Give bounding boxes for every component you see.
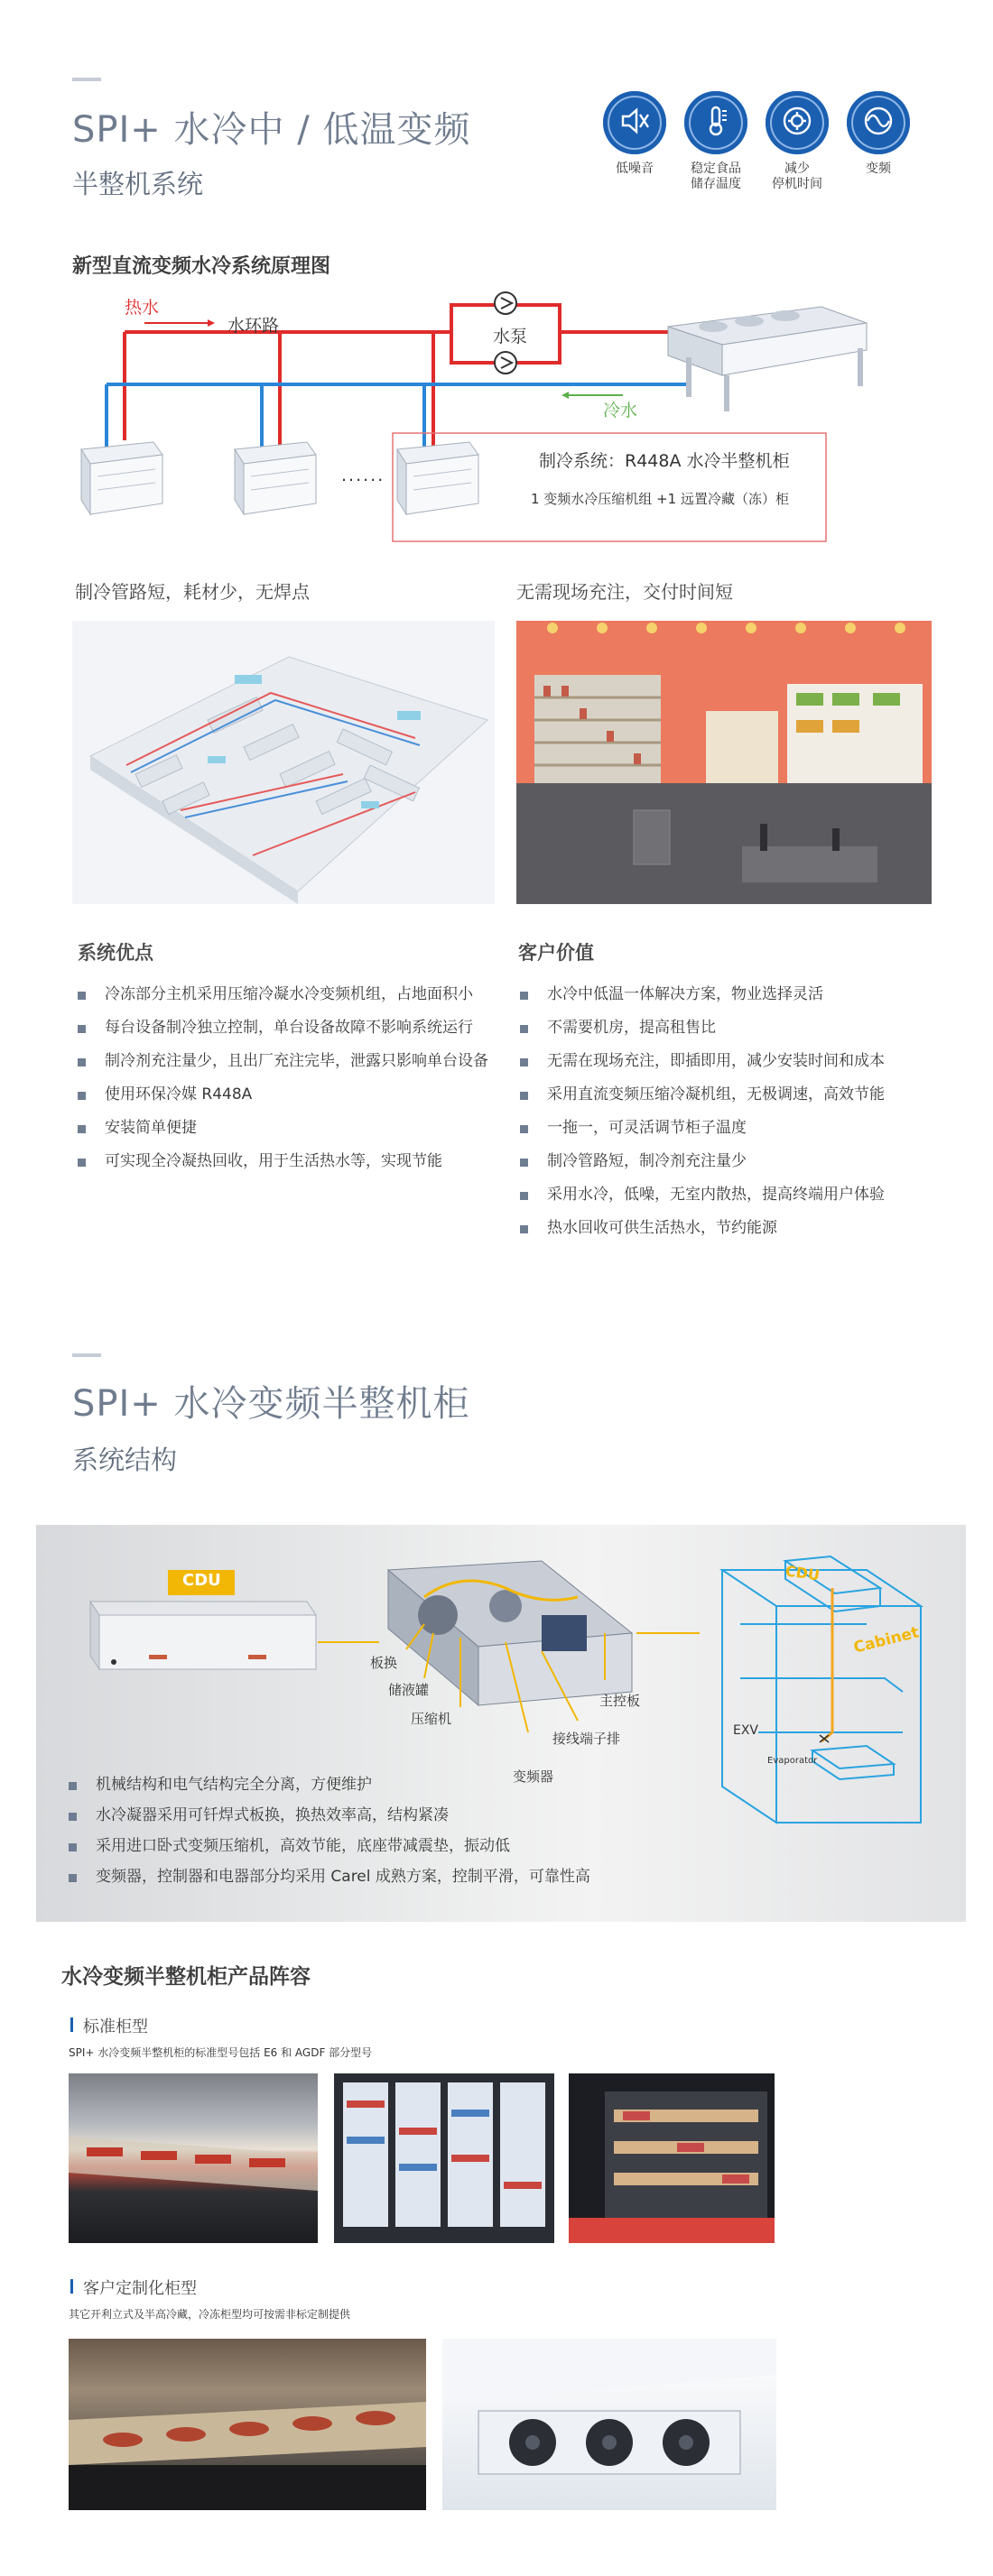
cabinet-label: Cabinet <box>851 1623 922 1657</box>
structure-bullets <box>67 1774 699 1897</box>
cdu-unit <box>90 1602 316 1669</box>
store-illustration-image <box>516 621 932 904</box>
list-item: 冷冻部分主机采用压缩冷凝水冷变频机组，占地面积小 <box>76 983 491 1006</box>
terminal-label: 接线端子排 <box>552 1731 621 1747</box>
accent-bar <box>70 2017 73 2032</box>
water-loop-label: 水环路 <box>227 316 280 336</box>
cdu-label-left: CDU <box>182 1571 221 1590</box>
cdu-label-right: CDU <box>784 1562 821 1584</box>
feature-label: 低噪音 <box>616 162 654 176</box>
inverter-label: 变频器 <box>513 1768 554 1785</box>
list-item: 变频器，控制器和电器部分均采用 Carel 成熟方案，控制平滑，可靠性高 <box>67 1866 699 1888</box>
product-photo-glass-door <box>334 2073 554 2243</box>
store-3d-render-image <box>72 621 495 904</box>
section2-subtitle: 系统结构 <box>72 1445 178 1475</box>
ellipsis-label: ...... <box>341 466 385 485</box>
accent-bar <box>70 2279 73 2294</box>
title-dash <box>72 1353 101 1357</box>
inverter-icon <box>861 104 896 142</box>
list-item: 采用水冷，低噪，无室内散热，提高终端用户体验 <box>518 1184 942 1206</box>
value-title: 客户价值 <box>518 942 594 964</box>
cabinet-2 <box>235 442 316 514</box>
custom-desc: 其它开利立式及半高冷藏，冷冻柜型均可按需非标定制提供 <box>69 2308 351 2321</box>
advantages-title-placed: 系统优点 <box>78 942 153 964</box>
list-item: 一拖一，可灵活调节柜子温度 <box>518 1117 942 1140</box>
feature-stable-temp <box>671 91 761 192</box>
list-item: 不需要机房，提高租售比 <box>518 1017 942 1039</box>
cabinet-1 <box>81 442 162 514</box>
cabinet-3 <box>397 442 478 514</box>
title-dash <box>72 78 101 81</box>
thermometer-icon <box>699 104 733 142</box>
list-item: 使用环保冷媒 R448A <box>76 1084 491 1106</box>
section2-title: SPI+ 水冷变频半整机柜 <box>72 1383 470 1425</box>
system-line1: 制冷系统：R448A 水冷半整机柜 <box>539 451 790 471</box>
section1-subtitle: 半整机系统 <box>72 169 204 199</box>
section3-title: 水冷变频半整机柜产品阵容 <box>61 1965 311 1989</box>
cold-water-label: 冷水 <box>603 401 638 420</box>
reduce-downtime-icon <box>780 104 814 142</box>
values-list <box>518 983 942 1251</box>
section1-title: SPI+ 水冷中 / 低温变频 <box>72 109 471 151</box>
custom-photo-deli-counter <box>69 2339 426 2510</box>
open-cdu-unit <box>388 1561 632 1732</box>
diagram-title: 新型直流变频水冷系统原理图 <box>72 255 331 278</box>
hot-water-label: 热水 <box>125 298 160 318</box>
standard-desc: SPI+ 水冷变频半整机柜的标准型号包括 E6 和 AGDF 部分型号 <box>69 2046 373 2059</box>
advantages-list <box>76 983 491 1184</box>
list-item: 无需在现场充注，即插即用，减少安装时间和成本 <box>518 1050 942 1073</box>
list-item: 制冷管路短，制冷剂充注量少 <box>518 1150 942 1173</box>
product-photo-multideck <box>569 2073 775 2243</box>
custom-photo-evaporator-units <box>442 2339 776 2510</box>
product-photo-open-counter <box>69 2073 318 2243</box>
feature-label: 变频 <box>866 162 891 176</box>
right-image-caption: 无需现场充注，交付时间短 <box>516 581 733 603</box>
left-image-caption: 制冷管路短，耗材少，无焊点 <box>75 581 310 603</box>
system-line2: 1 变频水冷压缩机组 +1 远置冷藏（冻）柜 <box>531 491 789 507</box>
feature-inverter <box>833 91 923 177</box>
plate-hx-label: 板换 <box>370 1655 398 1671</box>
exv-label: EXV <box>733 1723 759 1738</box>
main-board-label: 主控板 <box>599 1693 641 1709</box>
feature-label: 稳定食品 储存温度 <box>691 162 741 191</box>
feature-label: 减少 停机时间 <box>772 162 822 191</box>
custom-title: 客户定制化柜型 <box>83 2279 197 2298</box>
list-item: 热水回收可供生活热水，节约能源 <box>518 1217 942 1240</box>
standard-title: 标准柜型 <box>83 2017 148 2036</box>
list-item: 水冷中低温一体解决方案，物业选择灵活 <box>518 983 942 1006</box>
list-item: 每台设备制冷独立控制，单台设备故障不影响系统运行 <box>76 1017 491 1039</box>
list-item: 制冷剂充注量少，且出厂充注完毕，泄露只影响单台设备 <box>76 1050 491 1073</box>
list-item: 安装简单便捷 <box>76 1117 491 1140</box>
list-item: 机械结构和电气结构完全分离，方便维护 <box>67 1774 699 1796</box>
low-noise-icon <box>617 104 652 142</box>
list-item: 可实现全冷凝热回收，用于生活热水等，实现节能 <box>76 1150 491 1173</box>
dry-cooler-unit <box>668 307 867 411</box>
evaporator-label: Evaporator <box>767 1756 818 1766</box>
feature-reduce-downtime <box>752 91 842 192</box>
list-item: 采用进口卧式变频压缩机，高效节能，底座带减震垫，振动低 <box>67 1835 699 1858</box>
feature-low-noise <box>589 91 680 177</box>
pump-label: 水泵 <box>493 327 528 346</box>
list-item: 水冷凝器采用可钎焊式板换，换热效率高，结构紧凑 <box>67 1805 699 1827</box>
compressor-label: 压缩机 <box>411 1711 452 1727</box>
list-item: 采用直流变频压缩冷凝机组，无极调速，高效节能 <box>518 1084 942 1106</box>
receiver-label: 储液罐 <box>388 1682 430 1698</box>
